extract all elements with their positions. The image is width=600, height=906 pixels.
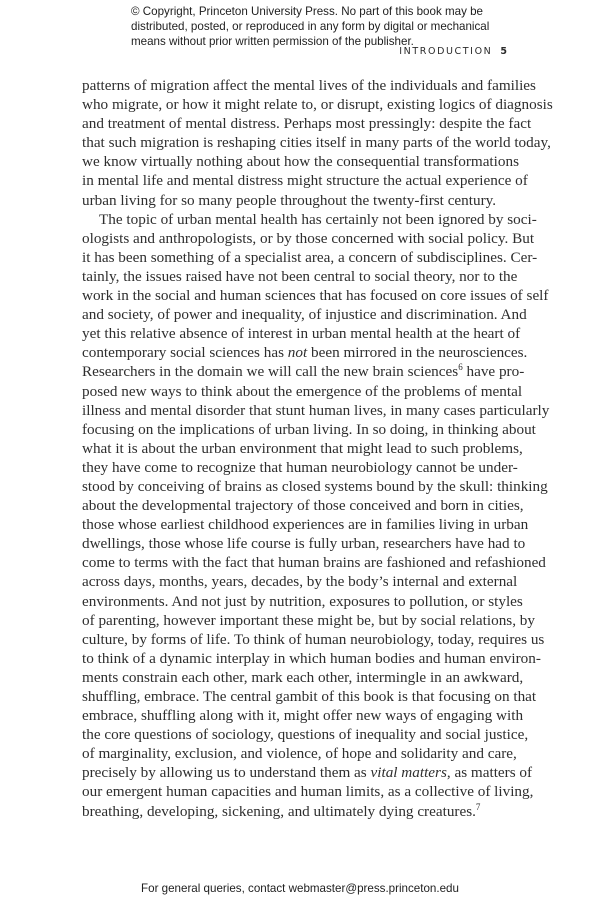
text-run: precisely by allowing us to understand them as [82,764,371,782]
text-line: we know virtually nothing about how the consequential transformations [82,153,519,171]
running-head [399,46,507,57]
text-line: of parenting, however important these might be, but by social relations, by [82,611,535,629]
footnote-ref-7[interactable]: 7 [475,801,481,812]
text-line: tainly, the issues raised have not been central to social theory, nor to the [82,267,518,285]
text-line: what it is about the urban environment that might lead to such problems, [82,439,523,457]
text-line: posed new ways to think about the emergence of the problems of mental [82,382,523,400]
text-run: have pro- [462,363,525,381]
text-line: patterns of migration affect the mental lives of the individuals and families [82,77,536,94]
text-line: those whose earliest childhood experiences are in families living in urban [82,516,529,534]
text-line: about the developmental trajectory of those conceived and born in cities, [82,497,524,515]
text-line: across days, months, years, decades, by the body’s internal and external [82,573,518,591]
copyright-notice [131,4,511,49]
copyright-line: © Copyright, Princeton University Press. No part of this book may be [131,5,483,18]
text-line: of marginality, exclusion, and violence, of hope and solidarity and care, [82,745,517,763]
copyright-line: distributed, posted, or reproduced in any form by digital or mechanical [131,20,490,33]
text-line: it has been something of a specialist area, a concern of subdisciplines. Cer- [82,248,538,266]
text-line: stood by conceiving of brains as closed systems bound by the skull: thinking [82,477,548,495]
section-title: INTRODUCTION [399,46,493,57]
text-line: ments constrain each other, mark each other, intermingle in an awkward, [82,668,524,686]
text-line: the core questions of sociology, questions of inequality and social justice, [82,726,529,744]
text-line [82,343,528,362]
copyright-line: means without prior written permission of the publisher. [131,35,414,48]
footnote-ref-6[interactable]: 6 [458,362,463,373]
text-line: culture, by forms of life. To think of human neurobiology, today, requires us [82,630,545,648]
text-run: been mirrored in the neurosciences. [307,344,528,362]
text-line: to think of a dynamic interplay in which human bodies and human environ- [82,649,541,667]
text-line: work in the social and human sciences that has focused on core issues of self [82,287,549,305]
emphasis: vital matters [370,764,447,782]
text-line: dwellings, those whose life course is fully urban, researchers have had to [82,535,526,553]
text-run: contemporary social sciences has [82,344,288,362]
footer-contact: For general queries, contact webmaster@press.princeton.edu [141,882,459,895]
text-line: and society, of power and inequality, of injustice and discrimination. And [82,306,527,324]
text-line: that such migration is reshaping cities itself in many parts of the world today, [82,134,551,152]
text-run: breathing, developing, sickening, and ultimately dying creatures. [82,802,476,820]
text-line [82,362,525,381]
text-run: , as matters of [446,764,533,782]
text-line: The topic of urban mental health has certainly not been ignored by soci- [99,210,537,228]
text-line: who migrate, or how it might relate to, or disrupt, existing logics of diagnosis [82,96,553,114]
text-line: ologists and anthropologists, or by those concerned with social policy. But [82,229,535,247]
text-line [82,763,533,782]
text-line: they have come to recognize that human neurobiology cannot be under- [82,458,518,476]
text-run: Researchers in the domain we will call the new brain sciences [82,363,459,381]
text-line: illness and mental disorder that stunt human lives, in many cases particularly [82,401,550,419]
text-line: and treatment of mental distress. Perhaps most pressingly: despite the fact [82,115,532,133]
text-line: in mental life and mental distress might structure the actual experience of [82,172,528,190]
text-line: shuffling, embrace. The central gambit of this book is that focusing on that [82,688,537,705]
text-line: yet this relative absence of interest in urban mental health at the heart of [82,325,521,343]
text-line: come to terms with the fact that human brains are fashioned and refashioned [82,554,546,572]
text-line: urban living for so many people throughout the twenty-first century. [82,191,497,209]
page-number: 5 [500,46,507,57]
text-line: environments. And not just by nutrition, exposures to pollution, or styles [82,592,523,610]
text-line: embrace, shuffling along with it, might offer new ways of engaging with [82,707,524,725]
body-text [82,76,553,821]
text-line: our emergent human capacities and human limits, as a collective of living, [82,783,534,801]
text-line [82,802,508,821]
text-line: focusing on the implications of urban living. In so doing, in thinking about [82,420,536,438]
emphasis: not [287,344,308,362]
